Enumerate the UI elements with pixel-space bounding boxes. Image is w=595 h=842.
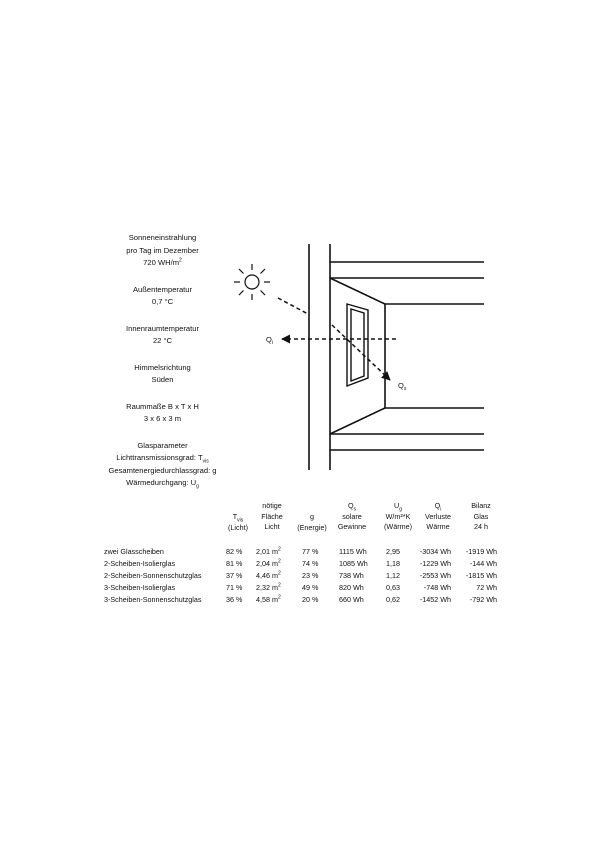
table-row	[0, 559, 595, 570]
header-area-line1: nötige	[262, 501, 282, 510]
header-balance-line2: Glas	[473, 511, 489, 521]
table-row	[0, 595, 595, 606]
header-qi-sub: i	[440, 506, 442, 513]
header-area	[252, 501, 292, 533]
row-qi: -1229 Wh	[419, 559, 451, 568]
row-area	[256, 559, 281, 568]
outside-temp-value: 0,7 °C	[151, 297, 174, 306]
room-value: 3 x 6 x 3 m	[143, 414, 182, 423]
header-qs	[332, 501, 372, 533]
row-area-sup: 2	[277, 546, 281, 553]
row-area	[256, 571, 281, 580]
header-area-line3: Licht	[264, 522, 280, 531]
radiation-line-1: Sonneneinstrahlung	[128, 233, 197, 242]
row-qi: -1452 Wh	[419, 595, 451, 604]
header-balance	[461, 501, 501, 533]
row-g: 74 %	[302, 559, 319, 568]
row-qi: -748 Wh	[423, 583, 451, 592]
row-qs: 738 Wh	[339, 571, 364, 580]
row-ug: 1,18	[386, 559, 400, 568]
row-ug: 0,63	[386, 583, 400, 592]
row-area-value: 4,58 m	[256, 595, 278, 604]
header-qi-line1	[418, 501, 458, 512]
row-ug: 0,62	[386, 595, 400, 604]
sun-icon	[234, 264, 270, 300]
header-qi-symbol: Q	[434, 501, 441, 510]
row-tvis: 81 %	[226, 559, 243, 568]
row-balance: -1919 Wh	[465, 547, 497, 556]
glass-energy-line: Gesamtenergiedurchlassgrad: g	[108, 465, 217, 475]
header-balance-line3: 24 h	[474, 522, 488, 531]
header-tvis-symbol: T	[232, 512, 238, 521]
header-ug-sub: g	[399, 506, 402, 513]
row-balance: -144 Wh	[469, 559, 497, 568]
row-name: zwei Glasscheiben	[104, 547, 164, 556]
row-area-sup: 2	[277, 558, 281, 565]
row-balance: 72 Wh	[476, 583, 497, 592]
row-g: 49 %	[302, 583, 319, 592]
row-area	[256, 547, 281, 556]
row-area-value: 2,01 m	[256, 547, 278, 556]
orientation-value: Süden	[151, 375, 174, 384]
orientation-label: Himmelsrichtung	[134, 362, 191, 372]
perspective-top	[330, 278, 385, 304]
header-g	[292, 512, 332, 533]
glass-light-sub: vis	[202, 458, 209, 465]
row-area-value: 2,04 m	[256, 559, 278, 568]
row-qs: 1115 Wh	[339, 547, 367, 556]
radiation-unit-sup: 2	[179, 257, 182, 264]
row-qs: 1085 Wh	[339, 559, 368, 568]
radiation-value: 720 WH/m	[143, 258, 180, 267]
qs-label: $Q_s$	[398, 381, 407, 392]
row-qi: -2553 Wh	[419, 571, 451, 580]
header-ug	[375, 501, 421, 533]
row-name: 3-Scheiben-Isolierglas	[104, 583, 176, 592]
header-ug-line1	[375, 501, 421, 512]
header-ug-symbol: U	[394, 501, 400, 510]
header-ug-line2: W/m²*K	[385, 511, 411, 521]
glass-u-label: Wärmedurchgang: U	[126, 478, 197, 487]
glass-u-sub: g	[196, 483, 199, 490]
building-section	[309, 244, 484, 470]
row-area	[256, 595, 281, 604]
qi-label: $Q_i$	[266, 335, 273, 346]
row-name: 2-Scheiben-Isolierglas	[104, 559, 176, 568]
row-ug: 1,12	[386, 571, 400, 580]
header-qs-sub: s	[353, 506, 357, 513]
table-row	[0, 583, 595, 594]
row-g: 23 %	[302, 571, 319, 580]
row-g: 77 %	[302, 547, 319, 556]
row-balance: -792 Wh	[469, 595, 497, 604]
inside-temp-value: 22 °C	[152, 336, 173, 345]
window-icon	[347, 304, 368, 386]
row-area-sup: 2	[277, 570, 281, 577]
header-qs-symbol: Q	[347, 501, 354, 510]
inside-temp-label: Innenraumtemperatur	[125, 323, 200, 333]
row-area-sup: 2	[277, 582, 281, 589]
header-g-line2: (Energie)	[297, 522, 327, 532]
header-qs-line1	[332, 501, 372, 512]
perspective-bottom	[330, 408, 385, 434]
header-qs-line3: Gewinne	[337, 522, 367, 531]
row-area	[256, 583, 281, 592]
row-tvis: 82 %	[226, 547, 243, 556]
solar-gain-arrow	[332, 325, 390, 380]
row-qs: 660 Wh	[339, 595, 364, 604]
row-area-sup: 2	[277, 594, 281, 601]
row-qs: 820 Wh	[339, 583, 364, 592]
radiation-line-2: pro Tag im Dezember	[126, 245, 199, 255]
row-area-value: 2,32 m	[256, 583, 278, 592]
table-row	[0, 571, 595, 582]
row-tvis: 37 %	[226, 571, 243, 580]
header-tvis-line2: (Licht)	[228, 522, 248, 532]
header-qi-line2: Verluste	[425, 511, 451, 521]
header-area-line2: Fläche	[261, 511, 283, 521]
glass-label: Glasparameter	[137, 440, 188, 450]
header-g-line1: g	[310, 512, 314, 521]
solar-ray-outside	[278, 298, 308, 314]
outside-temp-label: Außentemperatur	[132, 284, 193, 294]
row-qi: -3034 Wh	[419, 547, 451, 556]
header-balance-line1: Bilanz	[471, 501, 491, 510]
row-name: 3-Scheiben-Sonnenschutzglas	[104, 595, 202, 604]
row-balance: -1815 Wh	[465, 571, 497, 580]
room-label: Raummaße B x T x H	[126, 401, 199, 411]
header-qi	[418, 501, 458, 533]
glass-light-label: Lichttransmissionsgrad: T	[116, 453, 203, 462]
header-ug-line3: (Wärme)	[384, 522, 412, 531]
header-qs-line2: solare	[342, 511, 362, 521]
row-name: 2-Scheiben-Sonnenschutzglas	[104, 571, 202, 580]
row-area-value: 4,46 m	[256, 571, 278, 580]
header-tvis-sub: vis	[237, 517, 244, 524]
header-qi-line3: Wärme	[426, 522, 450, 531]
row-tvis: 71 %	[226, 583, 243, 592]
row-g: 20 %	[302, 595, 319, 604]
row-ug: 2,95	[386, 547, 400, 556]
table-row	[0, 547, 595, 558]
row-tvis: 36 %	[226, 595, 243, 604]
